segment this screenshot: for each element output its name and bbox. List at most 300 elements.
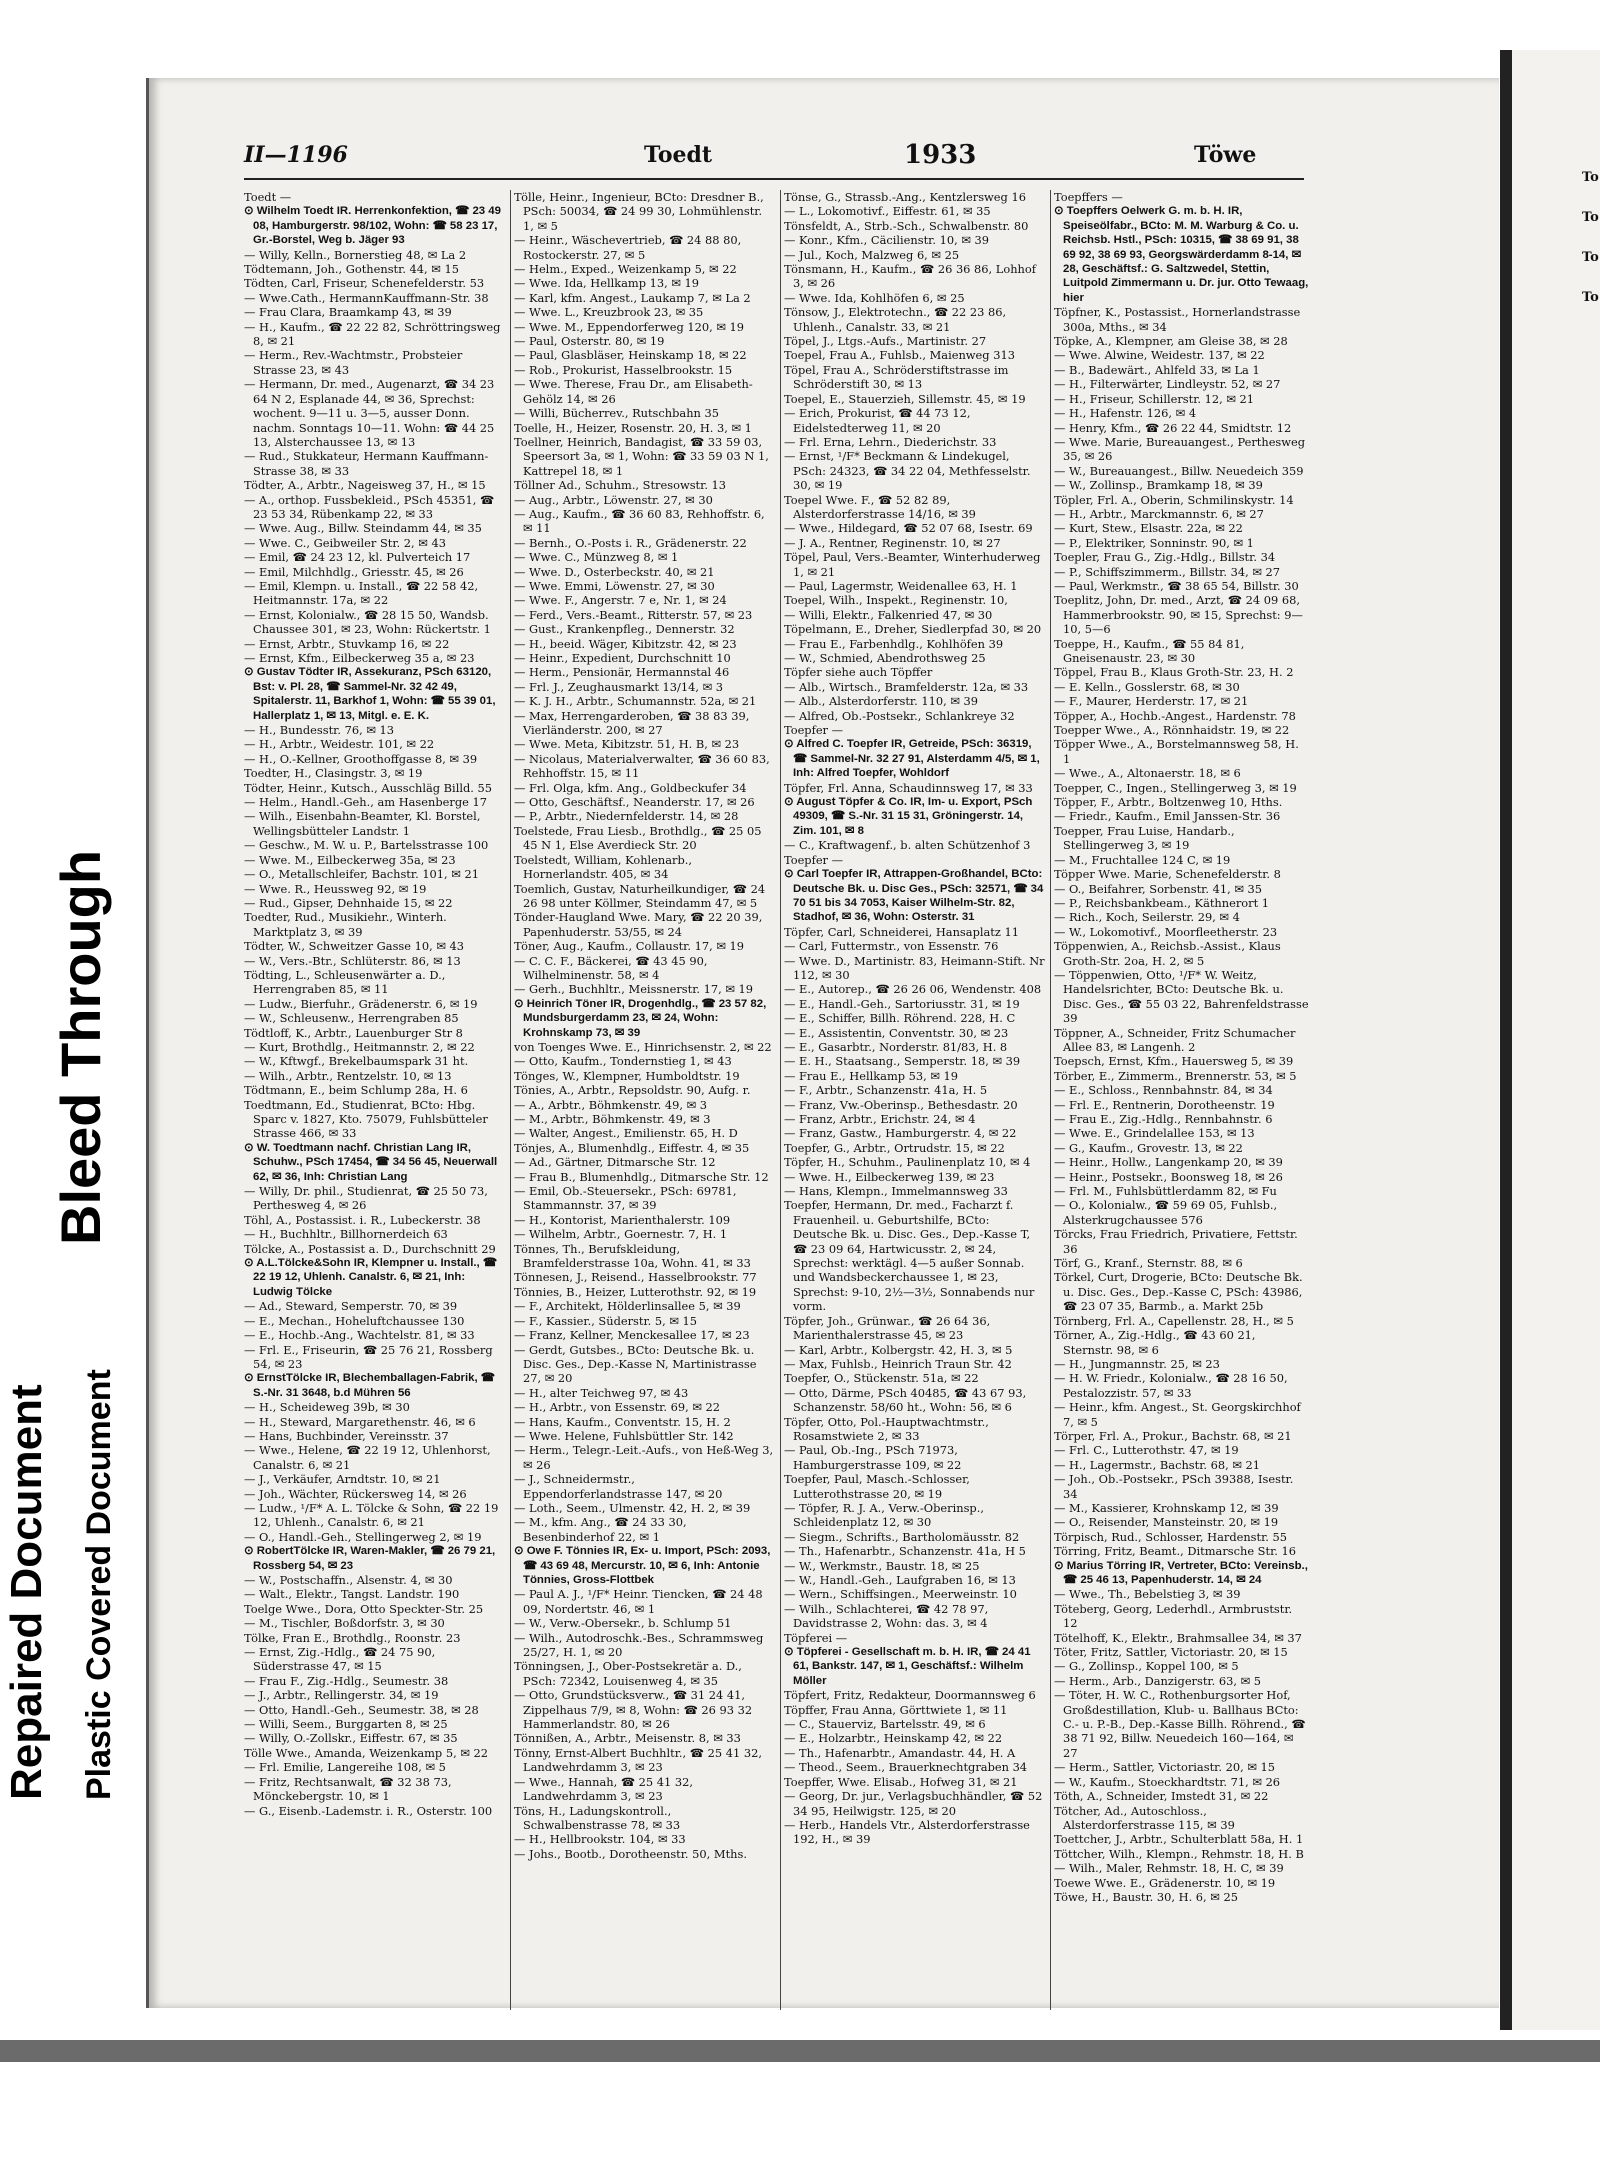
directory-entry: — Herm., Sattler, Victoriastr. 20, ✉ 15 (1054, 1760, 1275, 1775)
directory-entry: — Th., Hafenarbtr., Schanzenstr. 41a, H 5 (784, 1544, 1026, 1559)
directory-entry: Töpfer, Otto, Pol.-Hauptwachtmstr., Rosamstwiete 2, ✉ 33 (784, 1414, 989, 1443)
directory-entry: — Emil, Klempn. u. Install., ☎ 22 58 42, Heitmannstr. 17a, ✉ 22 (244, 578, 479, 608)
directory-entry: — Ernst, Arbtr., Stuvkamp 16, ✉ 22 (244, 636, 450, 651)
directory-entry: — Frl. Erna, Lehrn., Diederichstr. 33 (784, 434, 997, 449)
directory-entry: Toepel, E., Stauerzieh, Sillemstr. 45, ✉ 19 (784, 391, 1026, 406)
directory-entry: — W., Zollinsp., Bramkamp 18, ✉ 39 (1054, 478, 1263, 493)
directory-entry: — Frl. J., Zeughausmarkt 13/14, ✉ 3 (514, 679, 723, 694)
directory-entry: — Nicolaus, Materialverwalter, ☎ 36 60 83, Rehhoffstr. 15, ✉ 11 (514, 751, 770, 781)
column-divider (510, 190, 511, 2010)
directory-entry: Töpel, J., Ltgs.-Aufs., Martinistr. 27 (784, 334, 987, 349)
directory-entry: Törpisch, Rud., Schlosser, Hardenstr. 55 (1054, 1529, 1288, 1544)
directory-entry: — F., Maurer, Herderstr. 17, ✉ 21 (1054, 694, 1249, 709)
directory-entry: — Rob., Prokurist, Hasselbrookstr. 15 (514, 362, 733, 377)
directory-entry: — Rich., Koch, Seilerstr. 29, ✉ 4 (1054, 910, 1240, 925)
directory-entry: Törf, G., Kranf., Sternstr. 88, ✉ 6 (1054, 1256, 1243, 1271)
directory-entry: Töpfer, H., Schuhm., Paulinenplatz 10, ✉ 4 (784, 1155, 1031, 1170)
directory-entry: Töpke, A., Klempner, am Gleise 38, ✉ 28 (1054, 334, 1288, 349)
directory-entry: ⊙ Heinrich Töner IR, Drogenhdlg., ☎ 23 57 82, Mundsburgerdamm 23, ✉ 24, Wohn: Krohnskamp 73, ✉ 39 (514, 997, 767, 1039)
directory-entry: — H. W. Friedr., Kolonialw., ☎ 28 16 50, Pestalozzistr. 57, ✉ 33 (1054, 1371, 1288, 1400)
directory-entry: — C., Kraftwagenf., b. alten Schützenhof 3 (784, 838, 1031, 853)
directory-entry: — Ernst, Kolonialw., ☎ 28 15 50, Wandsb. Chaussee 301, ✉ 23, Wohn: Rückertstr. 1 (244, 607, 491, 637)
directory-entry: — Herm., Telegr.-Leit.-Aufs., von Heß-Weg 3, ✉ 26 (514, 1443, 774, 1472)
directory-entry: — E., Holzarbtr., Heinskamp 42, ✉ 22 (784, 1731, 1003, 1746)
directory-entry: Tödter, A., Arbtr., Nageisweg 37, H., ✉ 15 (244, 478, 486, 493)
directory-entry: Tönies, A., Arbtr., Repsoldstr. 90, Aufg. r. (514, 1083, 751, 1098)
directory-entry: — Wwe. E., Grindelallee 153, ✉ 13 (1054, 1126, 1255, 1141)
directory-entry: — Wilh., Maler, Rehmstr. 18, H. C, ✉ 39 (1054, 1861, 1284, 1876)
directory-entry: — Aug., Arbtr., Löwenstr. 27, ✉ 30 (514, 492, 713, 507)
adjacent-page-fragment: To (1582, 250, 1599, 265)
directory-entry: — Frau F., Zig.-Hdlg., Seumestr. 38 (244, 1673, 449, 1688)
directory-entry: — Theod., Seem., Brauerknechtgraben 34 (784, 1760, 1028, 1775)
directory-entry: — Willy, O.-Zollskr., Eiffestr. 67, ✉ 35 (244, 1731, 458, 1746)
directory-entry: Töpfner, K., Postassist., Hornerlandstrasse 300a, Mths., ✉ 34 (1054, 305, 1301, 334)
directory-entry: Töppel, Frau B., Klaus Groth-Str. 23, H. 2 (1054, 665, 1294, 680)
directory-entry: — J. A., Rentner, Reginenstr. 10, ✉ 27 (784, 535, 1001, 550)
directory-entry: Toepfer, Paul, Masch.-Schlosser, Lutterothstrasse 20, ✉ 19 (784, 1472, 970, 1501)
directory-entry: Toemlich, Gustav, Naturheilkundiger, ☎ 24 26 98 unter Köllmer, Steindamm 47, ✉ 5 (514, 881, 766, 910)
directory-entry: Töter, Fritz, Sattler, Victoriastr. 20, ✉ 15 (1054, 1645, 1288, 1660)
directory-entry: — Paul, Osterstr. 80, ✉ 19 (514, 334, 665, 349)
directory-entry: ⊙ A.L.Tölcke&Sohn IR, Klempner u. Install., ☎ 22 19 12, Uhlenh. Canalstr. 6, ✉ 21, Inh: Ludwig Tölcke (244, 1257, 498, 1298)
directory-entry: Töteberg, Georg, Lederhdl., Armbruststr. 12 (1054, 1601, 1293, 1631)
directory-entry: Töwe, H., Baustr. 30, H. 6, ✉ 25 (1054, 1889, 1238, 1904)
directory-entry: Toepfer — (784, 723, 844, 738)
directory-entry: — E., Schloss., Rennbahnstr. 84, ✉ 34 (1054, 1083, 1273, 1098)
directory-entry: Tönningsen, J., Ober-Postsekretär a. D., PSch: 72342, Louisenweg 4, ✉ 35 (514, 1659, 742, 1688)
directory-entry: — Frl. C., Lutterothstr. 47, ✉ 19 (1054, 1443, 1239, 1458)
directory-entry: — H., Lagermstr., Bachstr. 68, ✉ 21 (1054, 1457, 1261, 1472)
column-divider (780, 190, 781, 2010)
directory-entry: — Paul A. J., ¹/F* Heinr. Tiencken, ☎ 24 48 09, Nordertstr. 46, ✉ 1 (514, 1587, 763, 1616)
directory-entry: — Walter, Angest., Emilienstr. 65, H. D (514, 1126, 738, 1141)
directory-entry: — Heinr., Hollw., Langenkamp 20, ✉ 39 (1054, 1155, 1283, 1170)
directory-entry: Töpler, Frl. A., Oberin, Schmilinskystr. 14 (1054, 492, 1294, 507)
directory-entry: — Ludw., ¹/F* A. L. Tölcke & Sohn, ☎ 22 19 12, Uhlenh., Canalstr. 6, ✉ 21 (244, 1500, 499, 1530)
adjacent-page-fragment: To (1582, 170, 1599, 185)
directory-entry: ⊙ Marius Törring IR, Vertreter, BCto: Vereinsb., ☎ 25 46 13, Papenhuderstr. 14, ✉ 24 (1054, 1559, 1308, 1586)
directory-entry: — H., O.-Kellner, Groothoffgasse 8, ✉ 39 (244, 751, 478, 766)
directory-entry: — Wern., Schiffsingen., Meerweinstr. 10 (784, 1587, 1017, 1602)
directory-entry: Tönjes, A., Blumenhdlg., Eiffestr. 4, ✉ 35 (514, 1140, 750, 1155)
directory-entry: Törber, E., Zimmerm., Brennerstr. 53, ✉ 5 (1054, 1068, 1297, 1083)
directory-entry: ⊙ Carl Toepfer IR, Attrappen-Großhandel, BCto: Deutsche Bk. u. Disc Ges., PSch: 32571, ☎ 34 70 51 bis 34 7053, Kaiser Wilhelm-Str. 82, Stadhof, ✉ 36, Wohn: Osterstr. 31 (784, 868, 1044, 924)
directory-entry: — Heinr., Postsekr., Boonsweg 18, ✉ 26 (1054, 1169, 1283, 1184)
directory-entry: — Emil, ☎ 24 23 12, kl. Pulverteich 17 (244, 550, 471, 565)
directory-entry: — Wwe. M., Eppendorferweg 120, ✉ 19 (514, 319, 744, 334)
directory-entry: — Wwe., A., Altonaerstr. 18, ✉ 6 (1054, 766, 1241, 781)
directory-entry: — M., Kassierer, Krohnskamp 12, ✉ 39 (1054, 1500, 1279, 1515)
directory-entry: — Herb., Handels Vtr., Alsterdorferstrasse 192, H., ✉ 39 (784, 1817, 1030, 1847)
directory-entry: — Helm., Exped., Weizenkamp 5, ✉ 22 (514, 262, 737, 277)
directory-entry: ⊙ Gustav Tödter IR, Assekuranz, PSch 63120, Bst: v. Pl. 28, ☎ Sammel-Nr. 32 42 49, Spitalerstr. 11, Barkhof 1, Wohn: ☎ 55 39 01, Hallerplatz 1, ✉ 13, Mitgl. e. E. K. (244, 666, 496, 722)
directory-entry: — Siegm., Schrifts., Bartholomäusstr. 82 (784, 1529, 1020, 1544)
directory-entry: — E., Assistentin, Conventstr. 30, ✉ 23 (784, 1025, 1009, 1040)
directory-entry: Tönsfeldt, A., Strb.-Sch., Schwalbenstr. 80 (784, 218, 1029, 233)
directory-entry: — Karl, Arbtr., Kolbergstr. 42, H. 3, ✉ 5 (784, 1342, 1013, 1357)
directory-entry: Toettcher, J., Arbtr., Schulterblatt 58a, H. 1 (1054, 1832, 1304, 1847)
directory-entry: — M., kfm. Ang., ☎ 24 33 30, Besenbinderhof 22, ✉ 1 (514, 1515, 687, 1544)
directory-entry: — H., Hafenstr. 126, ✉ 4 (1054, 406, 1197, 421)
directory-entry: Tötelhoff, K., Elektr., Brahmsallee 34, ✉ 37 (1054, 1630, 1302, 1645)
directory-entry: — Gerdt, Gutsbes., BCto: Deutsche Bk. u. Disc. Ges., Dep.-Kasse N, Martinistrasse 27, ✉ 20 (514, 1342, 757, 1386)
directory-entry: — P., Reichsbankbeam., Käthnerort 1 (1054, 895, 1270, 910)
directory-entry: Töpfer, Joh., Grünwar., ☎ 26 64 36, Marienthalerstrasse 45, ✉ 23 (784, 1313, 991, 1343)
directory-entry: — K. J. H., Arbtr., Schumannstr. 52a, ✉ 21 (514, 694, 757, 709)
repaired-document-label: Repaired Document (2, 1384, 51, 1800)
directory-entry: Töns, H., Ladungskontroll., Schwalbenstrasse 78, ✉ 33 (514, 1803, 681, 1832)
directory-entry: — Ad., Gärtner, Ditmarsche Str. 12 (514, 1155, 716, 1170)
plastic-covered-label: Plastic Covered Document (80, 1369, 118, 1800)
directory-entry: Töpelmann, E., Dreher, Siedlerpfad 30, ✉ 20 (784, 622, 1042, 637)
directory-entry: — M., Arbtr., Böhmkenstr. 49, ✉ 3 (514, 1112, 711, 1126)
directory-entry: — Otto, Geschäftsf., Neanderstr. 17, ✉ 26 (514, 795, 755, 810)
directory-entry: — Wwe., Hildegard, ☎ 52 07 68, Isestr. 69 (784, 521, 1033, 536)
directory-entry: Töpfer siehe auch Töpffer (784, 665, 933, 680)
directory-entry: — P., Arbtr., Niedernfelderstr. 14, ✉ 28 (514, 809, 739, 824)
directory-entry: — H., Arbtr., Weidestr. 101, ✉ 22 (244, 737, 435, 752)
directory-entry: — W., Schleusenw., Herrengraben 85 (244, 1011, 459, 1026)
directory-entry: Toelge Wwe., Dora, Otto Speckter-Str. 25 (244, 1601, 484, 1616)
directory-entry: — Alfred, Ob.-Postsekr., Schlankreye 32 (784, 708, 1015, 723)
directory-entry: — Ad., Steward, Semperstr. 70, ✉ 39 (244, 1299, 458, 1314)
directory-entry: Tönnesen, J., Reisend., Hasselbrookstr. 77 (514, 1270, 757, 1285)
directory-entry: — Frau E., Farbenhdlg., Kohlhöfen 39 (784, 636, 1004, 651)
directory-entry: — Wwe.Cath., HermannKauffmann-Str. 38 (244, 290, 489, 305)
directory-entry: — Gerh., Buchhltr., Meissnerstr. 17, ✉ 19 (514, 982, 754, 997)
directory-entry: — W., Kftwgf., Brekelbaumspark 31 ht. (244, 1054, 469, 1069)
directory-entry: Töhl, A., Postassist. i. R., Lubeckerstr. 38 (244, 1212, 481, 1227)
directory-entry: — Rud., Stukkateur, Hermann Kauffmann-Strasse 38, ✉ 33 (244, 449, 489, 478)
directory-entry: — Gust., Krankenpfleg., Dennerstr. 32 (514, 622, 735, 637)
directory-entry: — E., Autorep., ☎ 26 26 06, Wendenstr. 408 (784, 982, 1042, 997)
directory-entry: — Alb., Wirtsch., Bramfelderstr. 12a, ✉ 33 (784, 679, 1029, 694)
directory-entry: — F., Arbtr., Schanzenstr. 41a, H. 5 (784, 1083, 988, 1098)
directory-entry: Tönnes, Th., Berufskleidung, Bramfelderstrasse 10a, Wohn. 41, ✉ 33 (514, 1241, 751, 1271)
directory-entry: — Wilh., Autodroschk.-Bes., Schrammsweg 25/27, H. 1, ✉ 20 (514, 1630, 764, 1660)
directory-entry: — Wwe. Aug., Billw. Steindamm 44, ✉ 35 (244, 521, 482, 536)
directory-entry: — W., Postschaffn., Alsenstr. 4, ✉ 30 (244, 1573, 453, 1587)
directory-entry: Töpfer, Frl. Anna, Schaudinnsweg 17, ✉ 33 (784, 780, 1033, 795)
directory-entry: — C., Stauerviz, Bartelsstr. 49, ✉ 6 (784, 1717, 986, 1732)
directory-entry: — Wwe. C., Geibweiler Str. 2, ✉ 43 (244, 535, 446, 550)
bleed-through-label: Bleed Through (49, 849, 112, 1245)
directory-entry: — Otto, Grundstücksverw., ☎ 31 24 41, Zippelhaus 7/9, ✉ 8, Wohn: ☎ 26 93 32 Hammerlandstr. 80, ✉ 26 (514, 1688, 753, 1732)
directory-entry: — Wilhelm, Arbtr., Goernestr. 7, H. 1 (514, 1227, 728, 1242)
directory-entry: — Wwe., Helene, ☎ 22 19 12, Uhlenhorst, Canalstr. 6, ✉ 21 (244, 1443, 491, 1472)
directory-entry: Törnberg, Frl. A., Capellenstr. 28, H., ✉ 5 (1054, 1313, 1294, 1328)
directory-entry: — Ernst, Kfm., Eilbeckerweg 35 a, ✉ 23 (244, 651, 475, 665)
adjacent-page-fragment: To (1582, 290, 1599, 305)
directory-entry: Toedtmann, Ed., Studienrat, BCto: Hbg. Sparc v. 1827, Kto. 75079, Fuhlsbütteler Strasse 466, ✉ 33 (244, 1097, 488, 1141)
directory-entry: — Paul, Lagermstr, Weidenallee 63, H. 1 (784, 578, 1018, 593)
directory-entry: — L., Lokomotivf., Eiffestr. 61, ✉ 35 (784, 204, 991, 219)
directory-entry: — Wwe. Alwine, Weidestr. 137, ✉ 22 (1054, 348, 1265, 363)
directory-entry: — E., Schiffer, Billh. Röhrend. 228, H. C (784, 1011, 1016, 1026)
directory-entry: — H., Friseur, Schillerstr. 12, ✉ 21 (1054, 391, 1255, 406)
directory-entry: — Bernh., O.-Posts i. R., Grädenerstr. 22 (514, 535, 747, 550)
directory-entry: — H., Kontorist, Marienthalerstr. 109 (514, 1212, 731, 1227)
directory-entry: Tötcher, Ad., Autoschloss., Alsterdorferstrasse 115, ✉ 39 (1054, 1803, 1235, 1832)
directory-entry: Tödtmann, E., beim Schlump 28a, H. 6 (244, 1083, 468, 1098)
directory-entry: Töpel, Paul, Vers.-Beamter, Winterhuderweg 1, ✉ 21 (784, 550, 1041, 579)
directory-entry: Toellner, Heinrich, Bandagist, ☎ 33 59 03, Speersort 3a, ✉ 1, Wohn: ☎ 33 59 03 N 1, Kattrepel 18, ✉ 1 (514, 434, 769, 478)
directory-entry: — W., Werkmstr., Baustr. 18, ✉ 25 (784, 1558, 980, 1573)
directory-entry: — Herm., Pensionär, Hermannstal 46 (514, 665, 730, 680)
directory-column-1 (244, 190, 506, 1818)
directory-entry: — H., Jungmannstr. 25, ✉ 23 (1054, 1356, 1220, 1371)
directory-entry: — Kurt, Brothdlg., Heitmannstr. 2, ✉ 22 (244, 1039, 475, 1054)
directory-entry: — Wwe. L., Kreuzbrook 23, ✉ 35 (514, 305, 704, 320)
directory-entry: — Wwe. F., Angerstr. 7 e, Nr. 1, ✉ 24 (514, 593, 727, 608)
directory-entry: Töner, Aug., Kaufm., Collaustr. 17, ✉ 19 (514, 939, 744, 954)
directory-entry: — Joh., Ob.-Postsekr., PSch 39388, Isestr. 34 (1054, 1472, 1294, 1501)
adjacent-page-edge (1512, 50, 1600, 2030)
directory-page (146, 78, 1499, 2008)
directory-entry: — O., Metallschleifer, Bachstr. 101, ✉ 21 (244, 867, 479, 882)
directory-entry: — Wwe. Therese, Frau Dr., am Elisabeth-Gehölz 14, ✉ 26 (514, 377, 753, 406)
directory-entry: — E., Handl.-Geh., Sartoriusstr. 31, ✉ 19 (784, 996, 1020, 1011)
directory-entry: — Heinr., Wäschevertrieb, ☎ 24 88 80, Rostockerstr. 27, ✉ 5 (514, 233, 742, 262)
directory-entry: — G., Kaufm., Grovestr. 13, ✉ 22 (1054, 1140, 1243, 1155)
directory-entry: — W., Kaufm., Stoeckhardtstr. 71, ✉ 26 (1054, 1774, 1281, 1789)
directory-entry: — Rud., Gipser, Dehnhaide 15, ✉ 22 (244, 895, 453, 910)
directory-entry: ⊙ ErnstTölcke IR, Blechemballagen-Fabrik, ☎ S.-Nr. 31 3648, b.d Mühren 56 (244, 1372, 495, 1399)
directory-entry: — Kurt, Stew., Elsastr. 22a, ✉ 22 (1054, 521, 1243, 536)
book-spine (1500, 50, 1512, 2030)
directory-entry: — Wwe. Ida, Hellkamp 13, ✉ 19 (514, 276, 700, 291)
directory-entry: — O., Reisender, Mansteinstr. 20, ✉ 19 (1054, 1515, 1279, 1530)
directory-entry: Toepper, C., Ingen., Stellingerweg 3, ✉ 19 (1054, 780, 1297, 795)
directory-entry: — Wwe., Hannah, ☎ 25 41 32, Landwehrdamm 3, ✉ 23 (514, 1774, 693, 1804)
directory-entry: — Willi, Elektr., Falkenried 47, ✉ 30 (784, 607, 993, 622)
directory-entry: — P., Elektriker, Sonninstr. 90, ✉ 1 (1054, 535, 1254, 550)
directory-entry: Tödten, Carl, Friseur, Schenefelderstr. 53 (244, 276, 485, 291)
directory-entry: Töpfert, Fritz, Redakteur, Doormannsweg 6 (784, 1688, 1036, 1703)
directory-entry: ⊙ Wilhelm Toedt IR. Herrenkonfektion, ☎ 23 49 08, Hamburgerstr. 98/102, Wohn: ☎ 58 23 17, Gr.-Borstel, Weg b. Jäger 93 (244, 205, 501, 247)
directory-entry: — P., Schiffszimmerm., Billstr. 34, ✉ 27 (1054, 564, 1280, 579)
directory-entry: Töth, A., Schneider, Imstedt 31, ✉ 22 (1054, 1789, 1269, 1804)
directory-entry: — Wwe. H., Eilbeckerweg 139, ✉ 23 (784, 1169, 995, 1184)
directory-entry: — Wilh., Arbtr., Rentzelstr. 10, ✉ 13 (244, 1068, 452, 1083)
directory-entry: Tölle, Heinr., Ingenieur, BCto: Dresdner B., PSch: 50034, ☎ 24 99 30, Lohmühlenstr. 1, ✉ 5 (514, 190, 764, 233)
page-number: II—1196 (244, 142, 348, 168)
directory-entry: — H., Buchhltr., Billhornerdeich 63 (244, 1227, 448, 1242)
directory-entry: Töppenwien, A., Reichsb.-Assist., Klaus Groth-Str. 2oa, H. 2, ✉ 5 (1054, 939, 1281, 968)
directory-entry: Töpferei — (784, 1630, 848, 1645)
directory-entry: Tönnies, B., Heizer, Lutterothstr. 92, ✉ 19 (514, 1284, 757, 1299)
directory-entry: Tönges, W., Klempner, Humboldtstr. 19 (514, 1068, 740, 1083)
directory-entry: Toedter, Rud., Musikiehr., Winterh. Marktplatz 3, ✉ 39 (244, 910, 447, 939)
directory-entry: Törring, Fritz, Beamt., Ditmarsche Str. 16 (1054, 1544, 1296, 1559)
directory-entry: — Wwe. Marie, Bureauangest., Perthesweg 35, ✉ 26 (1054, 434, 1306, 464)
directory-entry: — Max, Fuhlsb., Heinrich Traun Str. 42 (784, 1356, 1012, 1371)
directory-entry: — Georg, Dr. jur., Verlagsbuchhändler, ☎ 52 34 95, Heilwigstr. 125, ✉ 20 (784, 1789, 1043, 1818)
directory-entry: — Heinr., Expedient, Durchschnitt 10 (514, 651, 731, 665)
last-entry-word: Töwe (1194, 142, 1257, 168)
directory-entry: — W., Bureauangest., Billw. Neuedeich 359 (1054, 463, 1304, 478)
directory-entry: — J., Arbtr., Rellingerstr. 34, ✉ 19 (244, 1688, 439, 1703)
directory-entry: — J., Schneidermstr., Eppendorferlandstrasse 147, ✉ 20 (514, 1472, 723, 1501)
directory-entry: — A., Arbtr., Böhmkenstr. 49, ✉ 3 (514, 1097, 708, 1112)
directory-entry: — Frl. E., Rentnerin, Dorotheenstr. 19 (1054, 1097, 1275, 1112)
directory-entry: — H., Filterwärter, Lindleystr. 52, ✉ 27 (1054, 377, 1281, 392)
directory-entry: Toepffer, Wwe. Elisab., Hofweg 31, ✉ 21 (784, 1774, 1018, 1789)
directory-entry: — Friedr., Kaufm., Emil Janssen-Str. 36 (1054, 809, 1281, 824)
directory-entry: — Geschw., M. W. u. P., Bartelsstrasse 100 (244, 838, 489, 853)
directory-entry: — Frau E., Hellkamp 53, ✉ 19 (784, 1068, 959, 1083)
directory-entry: — W., Verw.-Obersekr., b. Schlump 51 (514, 1616, 732, 1631)
directory-entry: — Erich, Prokurist, ☎ 44 73 12, Eidelstedterweg 11, ✉ 20 (784, 406, 971, 435)
directory-entry: — Jul., Koch, Malzweg 6, ✉ 25 (784, 247, 960, 262)
directory-entry: — Hermann, Dr. med., Augenarzt, ☎ 34 23 64 N 2, Esplanade 44, ✉ 36, Sprechst: wochent. 9—11 u. 3—5, ausser Donn. nachm. Sonntags 10—11. Wohn: ☎ 44 25 13, Alsterchaussee 13, ✉ 13 (244, 377, 495, 449)
directory-entry: Toedt — (244, 190, 292, 204)
directory-entry: — Hans, Klempn., Immelmannsweg 33 (784, 1184, 1008, 1199)
directory-entry: — H., Arbtr., Marckmannstr. 6, ✉ 27 (1054, 506, 1264, 521)
adjacent-page-fragment: To (1582, 210, 1599, 225)
directory-entry: — Konr., Kfm., Cäcilienstr. 10, ✉ 39 (784, 233, 989, 248)
directory-entry: — G., Eisenb.-Lademstr. i. R., Osterstr. 100 (244, 1803, 493, 1818)
directory-entry: Toepfer, Hermann, Dr. med., Facharzt f. Frauenheil. u. Geburtshilfe, BCto: Deutsche Bk. u. Disc. Ges., Dep.-Kasse T, ☎ 23 09 64, Hartwicusstr. 2, ✉ 24, Sprechst: werktägl. 4—5 außer Sonnab. und Wandsbeckerchaussee 1, ✉ 23, Sprechst: 9-10, 2½—3½, Sonnabends nur vorm. (784, 1198, 1035, 1314)
directory-entry: — Wilh., Schlachterei, ☎ 42 78 97, Davidstrasse 2, Wohn: das. 3, ✉ 4 (784, 1601, 989, 1631)
directory-entry: Toelstedt, William, Kohlenarb., Hornerlandstr. 405, ✉ 34 (514, 852, 693, 882)
directory-entry: Tödting, L., Schleusenwärter a. D., Herrengraben 85, ✉ 11 (244, 967, 446, 997)
directory-entry: Tödter, W., Schweitzer Gasse 10, ✉ 43 (244, 939, 465, 954)
directory-entry: — E., Hochb.-Ang., Wachtelstr. 81, ✉ 33 (244, 1328, 475, 1343)
directory-entry: Tölle Wwe., Amanda, Weizenkamp 5, ✉ 22 (244, 1745, 488, 1760)
directory-entry: — Wilh., Eisenbahn-Beamter, Kl. Borstel, Wellingsbütteler Landstr. 1 (244, 809, 481, 838)
directory-column-2 (514, 190, 776, 1861)
directory-entry: Tönder-Haugland Wwe. Mary, ☎ 22 20 39, Papenhuderstr. 53/55, ✉ 24 (514, 910, 763, 939)
directory-entry: — Wwe. Ida, Kohlhöfen 6, ✉ 25 (784, 290, 965, 305)
directory-entry: — Willi, Seem., Burggarten 8, ✉ 25 (244, 1717, 448, 1732)
directory-entry: Toelle, H., Heizer, Rosenstr. 20, H. 3, ✉ 1 (514, 420, 752, 435)
directory-entry: Törner, A., Zig.-Hdlg., ☎ 43 60 21, Sternstr. 98, ✉ 6 (1054, 1328, 1256, 1357)
directory-entry: — Paul, Glasbläser, Heinskamp 18, ✉ 22 (514, 348, 747, 363)
directory-entry: Tönse, G., Strassb.-Ang., Kentzlersweg 16 (784, 190, 1026, 204)
directory-entry: Töpfer, Carl, Schneiderei, Hansaplatz 11 (784, 924, 1019, 939)
directory-entry: — B., Badewärt., Ahlfeld 33, ✉ La 1 (1054, 362, 1260, 377)
directory-entry: — Frl. Emilie, Langereihe 108, ✉ 5 (244, 1760, 446, 1775)
directory-entry: Töpper, F., Arbtr., Boltzenweg 10, Hths. (1054, 795, 1283, 810)
directory-entry: — Wwe. R., Heussweg 92, ✉ 19 (244, 881, 427, 896)
directory-entry: — H., Steward, Margarethenstr. 46, ✉ 6 (244, 1414, 476, 1429)
directory-entry: — Herm., Rev.-Wachtmstr., Probsteier Strasse 23, ✉ 43 (244, 348, 463, 377)
directory-entry: Toepper Wwe., A., Rönnhaidstr. 19, ✉ 22 (1054, 723, 1290, 738)
directory-entry: — Ferd., Vers.-Beamt., Ritterstr. 57, ✉ 23 (514, 607, 753, 622)
directory-entry: von Toenges Wwe. E., Hinrichsenstr. 2, ✉ 22 (514, 1039, 772, 1054)
directory-entry: ⊙ August Töpfer & Co. IR, Im- u. Export, PSch 49309, ☎ S.-Nr. 31 15 31, Gröningerstr. 14, Zim. 101, ✉ 8 (784, 796, 1033, 837)
directory-entry: Toelstede, Frau Liesb., Brothdlg., ☎ 25 05 45 N 1, Else Averdieck Str. 20 (514, 823, 762, 853)
directory-entry: Törcks, Frau Friedrich, Privatiere, Fettstr. 36 (1054, 1227, 1298, 1256)
directory-entry: — Joh., Wächter, Rückersweg 14, ✉ 26 (244, 1486, 467, 1501)
directory-entry: Tödtloff, K., Arbtr., Lauenburger Str 8 (244, 1025, 463, 1040)
directory-entry: Toepsch, Ernst, Kfm., Hauersweg 5, ✉ 39 (1054, 1054, 1294, 1069)
directory-entry: — Alb., Alsterdorferstr. 110, ✉ 39 (784, 694, 979, 709)
directory-entry: — Paul, Ob.-Ing., PSch 71973, Hamburgerstrasse 109, ✉ 22 (784, 1443, 962, 1472)
directory-entry: — Frl. E., Friseurin, ☎ 25 76 21, Rossberg 54, ✉ 23 (244, 1342, 493, 1371)
directory-entry: Tölcke, A., Postassist a. D., Durchschnitt 29 (244, 1241, 496, 1256)
directory-entry: — Otto, Handl.-Geh., Seumestr. 38, ✉ 28 (244, 1702, 479, 1717)
directory-entry: ⊙ RobertTölcke IR, Waren-Makler, ☎ 26 79 21, Rossberg 54, ✉ 23 (244, 1545, 496, 1572)
directory-entry: Toeplitz, John, Dr. med., Arzt, ☎ 24 09 68, Hammerbrookstr. 90, ✉ 15, Sprechst: 9—10, 5—6 (1054, 593, 1303, 637)
directory-entry: — G., Zollinsp., Koppel 100, ✉ 5 (1054, 1659, 1239, 1674)
directory-entry: — H., alter Teichweg 97, ✉ 43 (514, 1385, 689, 1400)
directory-entry: — H., beeid. Wäger, Kibitzstr. 42, ✉ 23 (514, 636, 737, 651)
directory-entry: — H., Hellbrookstr. 104, ✉ 33 (514, 1832, 686, 1847)
directory-entry: — Franz, Gastw., Hamburgerstr. 4, ✉ 22 (784, 1126, 1017, 1141)
directory-entry: — Franz, Kellner, Menckesallee 17, ✉ 23 (514, 1328, 750, 1343)
directory-entry: Toepel, Wilh., Inspekt., Reginenstr. 10, (784, 593, 1008, 608)
directory-entry: — E., Mechan., Hoheluftchaussee 130 (244, 1313, 465, 1328)
directory-entry: — Fritz, Rechtsanwalt, ☎ 32 38 73, Mönckebergstr. 10, ✉ 1 (244, 1774, 452, 1804)
directory-entry: Tönny, Ernst-Albert Buchhltr., ☎ 25 41 32, Landwehrdamm 3, ✉ 23 (514, 1745, 762, 1775)
directory-entry: — Carl, Futtermstr., von Essenstr. 76 (784, 939, 999, 954)
directory-entry: Toepfer, O., Stückenstr. 51a, ✉ 22 (784, 1371, 979, 1386)
directory-entry: Töpper Wwe. Marie, Schenefelderstr. 8 (1054, 867, 1281, 882)
year-heading: 1933 (904, 140, 977, 170)
directory-entry: — Frau B., Blumenhdlg., Ditmarsche Str. 12 (514, 1169, 769, 1184)
directory-entry: — Franz, Vw.-Oberinsp., Bethesdastr. 20 (784, 1097, 1018, 1112)
directory-entry: — J., Verkäufer, Arndtstr. 10, ✉ 21 (244, 1472, 441, 1487)
directory-entry: — H., Arbtr., von Essenstr. 69, ✉ 22 (514, 1400, 720, 1415)
directory-entry: — Aug., Kaufm., ☎ 36 60 83, Rehhoffstr. 6, ✉ 11 (514, 506, 765, 536)
directory-entry: — M., Fruchtallee 124 C, ✉ 19 (1054, 852, 1231, 867)
directory-entry: ⊙ Toepffers Oelwerk G. m. b. H. IR, Speiseölfabr., BCto: M. M. Warburg & Co. u. Reichsb. Hstl., PSch: 10315, ☎ 38 69 91, 38 69 92, 38 69 93, Georgswärderdamm 8-14, ✉ 28, Geschäftsf.: G. Saltzwedel, Stettin, Luitpold Zimmermann u. Dr. jur. Otto Tewaag, hier (1054, 205, 1309, 304)
directory-entry: — E. Kelln., Gosslerstr. 68, ✉ 30 (1054, 679, 1240, 694)
directory-entry: — Walt., Elektr., Tangst. Landstr. 190 (244, 1587, 460, 1602)
directory-entry: — W., Lokomotivf., Moorfleetherstr. 23 (1054, 924, 1278, 939)
directory-entry: — Otto, Kaufm., Tondernstieg 1, ✉ 43 (514, 1054, 732, 1069)
directory-entry: ⊙ Töpferei - Gesellschaft m. b. H. IR, ☎ 24 41 61, Bankstr. 147, ✉ 1, Geschäftsf.: Wilhelm Möller (784, 1646, 1031, 1687)
directory-entry: Toepel, Frau A., Fuhlsb., Maienweg 313 (784, 348, 1015, 363)
directory-entry: — Wwe. Emmi, Löwenstr. 27, ✉ 30 (514, 578, 715, 593)
directory-entry: — Willy, Dr. phil., Studienrat, ☎ 25 50 73, Perthesweg 4, ✉ 26 (244, 1184, 488, 1213)
directory-entry: Töppner, A., Schneider, Fritz Schumacher Allee 83, ✉ Langenh. 2 (1054, 1025, 1296, 1054)
directory-entry: — Wwe. D., Martinistr. 83, Heimann-Stift. Nr 112, ✉ 30 (784, 953, 1045, 982)
directory-entry: Toepfer — (784, 852, 844, 867)
directory-entry: Toewe Wwe. E., Grädenerstr. 10, ✉ 19 (1054, 1875, 1276, 1890)
directory-entry: — Karl, kfm. Angest., Laukamp 7, ✉ La 2 (514, 290, 751, 305)
directory-entry: Toepler, Frau G., Zig.-Hdlg., Billstr. 34 (1054, 550, 1276, 565)
directory-entry: — Wwe. Meta, Kibitzstr. 51, H. B, ✉ 23 (514, 737, 740, 752)
directory-entry: Töttcher, Wilh., Klempn., Rehmstr. 18, H. B (1054, 1846, 1304, 1861)
directory-entry: — Otto, Därme, PSch 40485, ☎ 43 67 93, Schanzenstr. 58/60 ht., Wohn: 56, ✉ 6 (784, 1385, 1027, 1415)
directory-entry: Toeppe, H., Kaufm., ☎ 55 84 81, Gneisenaustr. 23, ✉ 30 (1054, 636, 1245, 665)
directory-entry: — H., Scheideweg 39b, ✉ 30 (244, 1400, 410, 1415)
page-header (244, 138, 1304, 180)
directory-entry: — F., Kassier., Süderstr. 5, ✉ 15 (514, 1313, 698, 1328)
directory-entry: — Ernst, ¹/F* Beckmann & Lindekugel, PSch: 24323, ☎ 34 22 04, Methfesselstr. 30, ✉ 19 (784, 449, 1031, 493)
directory-entry: — Töter, H. W. C., Rothenburgsorter Hof, Großdestillation, Klub- u. Ballhaus BCto: C.- u. P.-B., Dep.-Kasse Billh. Röhrend., ☎ 38 71 92, Billw. Neuedeich 160—164, ✉ 27 (1054, 1688, 1306, 1760)
directory-entry: Tödter, Heinr., Kutsch., Ausschläg Billd. 55 (244, 780, 493, 795)
directory-entry: — Franz, Arbtr., Erichstr. 24, ✉ 4 (784, 1112, 976, 1126)
directory-entry: — Frau Clara, Braamkamp 43, ✉ 39 (244, 305, 452, 320)
directory-entry: — Wwe. Helene, Fuhlsbüttler Str. 142 (514, 1428, 734, 1443)
directory-entry: — H., Bundesstr. 76, ✉ 13 (244, 723, 394, 738)
directory-entry: — Hans, Kaufm., Conventstr. 15, H. 2 (514, 1414, 731, 1429)
directory-entry: ⊙ W. Toedtmann nachf. Christian Lang IR, Schuhw., PSch 17454, ☎ 34 56 45, Neuerwall 62, ✉ 36, Inh: Christian Lang (244, 1141, 498, 1183)
directory-entry: Tölke, Fran E., Brothdlg., Roonstr. 23 (244, 1630, 461, 1645)
directory-entry: — Willy, Kelln., Bornerstieg 48, ✉ La 2 (244, 247, 467, 262)
directory-entry: Tönsow, J., Elektrotechn., ☎ 22 23 86, Uhlenh., Canalstr. 33, ✉ 21 (784, 305, 1007, 334)
directory-entry: Toedter, H., Clasingstr. 3, ✉ 19 (244, 766, 423, 781)
directory-entry: Toepfer, G., Arbtr., Ortrudstr. 15, ✉ 22 (784, 1140, 1005, 1155)
directory-entry: — Wwe. M., Eilbeckerweg 35a, ✉ 23 (244, 852, 456, 867)
directory-entry: — Loth., Seem., Ulmenstr. 42, H. 2, ✉ 39 (514, 1500, 751, 1515)
directory-entry: Toepffers — (1054, 190, 1123, 204)
